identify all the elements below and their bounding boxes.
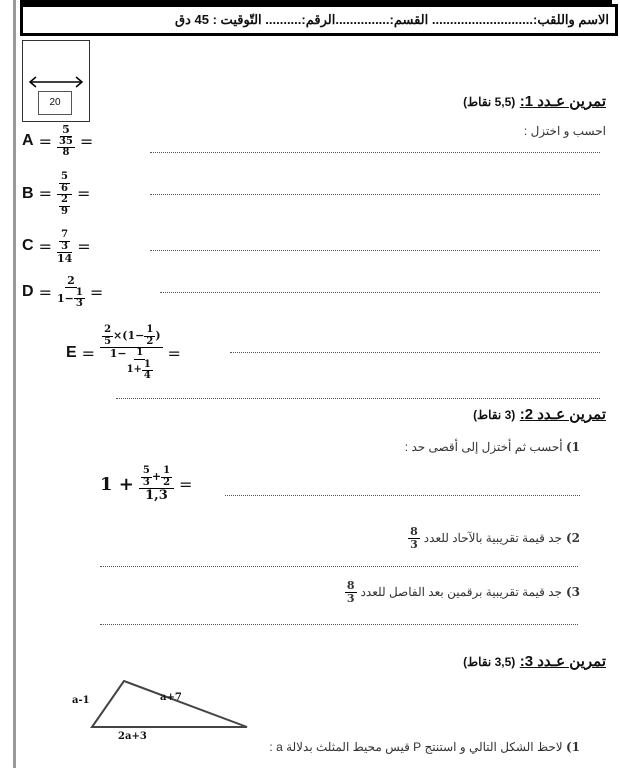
ex2-den: 1,3 xyxy=(145,488,168,503)
label-c: C xyxy=(22,237,34,255)
exercise-1-title: تمرين عـدد 1: xyxy=(519,93,606,110)
one-plus: 1 + xyxy=(100,473,134,495)
b-b: 6 xyxy=(60,182,68,194)
student-info-header: الاسم واللقب:............................ القسم:...............الرقم:.......... التّوقيت : 45 دق xyxy=(20,4,618,36)
expression-a: A = $\frac{5}{\frac{35}{8}}$ = xyxy=(22,123,94,159)
c-den: 14 xyxy=(56,252,73,265)
label-b: B xyxy=(22,184,34,202)
e-d2: 2 xyxy=(146,335,154,347)
exercise-2-points: (3 نقاط) xyxy=(473,408,516,422)
expression-ex2 xyxy=(100,466,192,503)
q-number: 1) xyxy=(565,740,580,754)
exercise-1-heading xyxy=(463,92,606,111)
score-total: 20 xyxy=(38,91,72,115)
b-a: 5 xyxy=(60,171,68,182)
den-denominator: 8 xyxy=(62,147,70,159)
fraction-num: 8 xyxy=(410,525,418,538)
b-c: 2 xyxy=(60,194,68,205)
page-border xyxy=(13,0,16,768)
triangle-side-bottom: 2a+3 xyxy=(118,731,147,742)
expression-d: D = 2 1− $\frac{1}{3}$ = xyxy=(22,274,104,310)
ex2-d: 2 xyxy=(163,476,171,488)
d-num: 2 xyxy=(67,274,75,287)
b-d: 9 xyxy=(60,205,68,217)
equals: = xyxy=(89,282,104,302)
den-numerator: 35 xyxy=(58,135,73,147)
equals: = xyxy=(76,184,91,203)
exercise-2-q2 xyxy=(408,526,580,550)
answer-line-ex2-q3[interactable] xyxy=(100,624,578,625)
exercise-2-q3 xyxy=(345,580,580,604)
ex2-a: 5 xyxy=(142,465,150,476)
answer-line-e2[interactable] xyxy=(116,398,600,399)
answer-line-c[interactable] xyxy=(150,250,600,251)
e-close: ) xyxy=(155,329,161,343)
q-text: أحسب ثم أختزل إلى أقصى حد : xyxy=(404,440,563,454)
q-text: جد قيمة تقريبية برقمين بعد الفاصل للعدد xyxy=(360,585,562,600)
e-onep: 1+ xyxy=(126,364,142,376)
exercise-3-title: تمرين عـدد 3: xyxy=(519,653,606,670)
e-d1: 5 xyxy=(104,335,112,347)
equals: = xyxy=(167,343,181,363)
exercise-2-title: تمرين عـدد 2: xyxy=(519,406,606,423)
fraction-num: 8 xyxy=(346,579,355,592)
equals: = xyxy=(179,474,193,494)
triangle-side-left: a-1 xyxy=(72,695,90,706)
q-text: جد قيمة تقريبية بالآحاد للعدد xyxy=(423,531,562,546)
q-text: لاحظ الشكل التالي و استنتج P قيس محيط المثلث بدلالة a : xyxy=(269,740,563,754)
exercise-3-points: (3,5 نقاط) xyxy=(463,655,516,669)
e-d4: 4 xyxy=(143,370,151,381)
c-nd: 3 xyxy=(61,240,69,252)
label-d: D xyxy=(22,283,34,301)
double-arrow-icon xyxy=(28,76,84,88)
e-n4: 1 xyxy=(143,358,151,370)
answer-line-a[interactable] xyxy=(150,152,600,153)
numerator: 5 xyxy=(62,123,70,136)
answer-line-e[interactable] xyxy=(230,352,600,353)
label-e: E xyxy=(66,344,77,362)
expression-c: C = $\frac{\frac{7}{3}}{14}$ = xyxy=(22,229,91,265)
exercise-2-q1 xyxy=(405,440,580,454)
ex2-b: 3 xyxy=(142,476,150,488)
d-d: 3 xyxy=(75,298,83,310)
d-whole: 1− xyxy=(56,291,74,305)
exercise-1-instruction: احسب و اختزل : xyxy=(523,124,606,138)
q-number: 2) xyxy=(565,531,580,546)
answer-line-d[interactable] xyxy=(160,292,600,293)
d-n: 1 xyxy=(75,286,83,298)
q-number: 1) xyxy=(565,440,580,454)
e-n2: 1 xyxy=(146,324,154,335)
exercise-2-heading xyxy=(473,405,606,424)
answer-line-b[interactable] xyxy=(150,194,600,195)
grade-box xyxy=(22,40,90,122)
label-a: A xyxy=(22,132,34,150)
equals: = xyxy=(77,236,91,256)
ex2-c: 1 xyxy=(163,465,171,476)
answer-line-ex2-q1[interactable] xyxy=(225,495,580,496)
equals: = xyxy=(79,131,94,151)
ex2-plus: + xyxy=(151,470,162,484)
expression-e: E = $\frac{2}{5}$ ×(1− $\frac{1}{2}$ ) 1− 1 1+ $\frac{1}{4}$ = xyxy=(66,324,181,381)
q-number: 3) xyxy=(565,585,580,600)
fraction-den: 3 xyxy=(410,537,418,551)
fraction-den: 3 xyxy=(346,591,355,605)
exercise-3-heading xyxy=(463,652,606,671)
exercise-3-q1 xyxy=(269,740,580,754)
expression-b: B = $\frac{5}{6}$ 2 9 = xyxy=(22,171,91,217)
answer-line-ex2-q2[interactable] xyxy=(100,566,578,567)
e-mid: ×(1− xyxy=(113,329,145,343)
e-one: 1− xyxy=(109,347,127,360)
e-n1: 2 xyxy=(104,324,112,335)
e-n3: 1 xyxy=(136,347,144,358)
exercise-1-points: (5,5 نقاط) xyxy=(463,95,516,109)
c-nn: 7 xyxy=(61,229,69,240)
triangle-side-right: a+7 xyxy=(160,692,182,703)
